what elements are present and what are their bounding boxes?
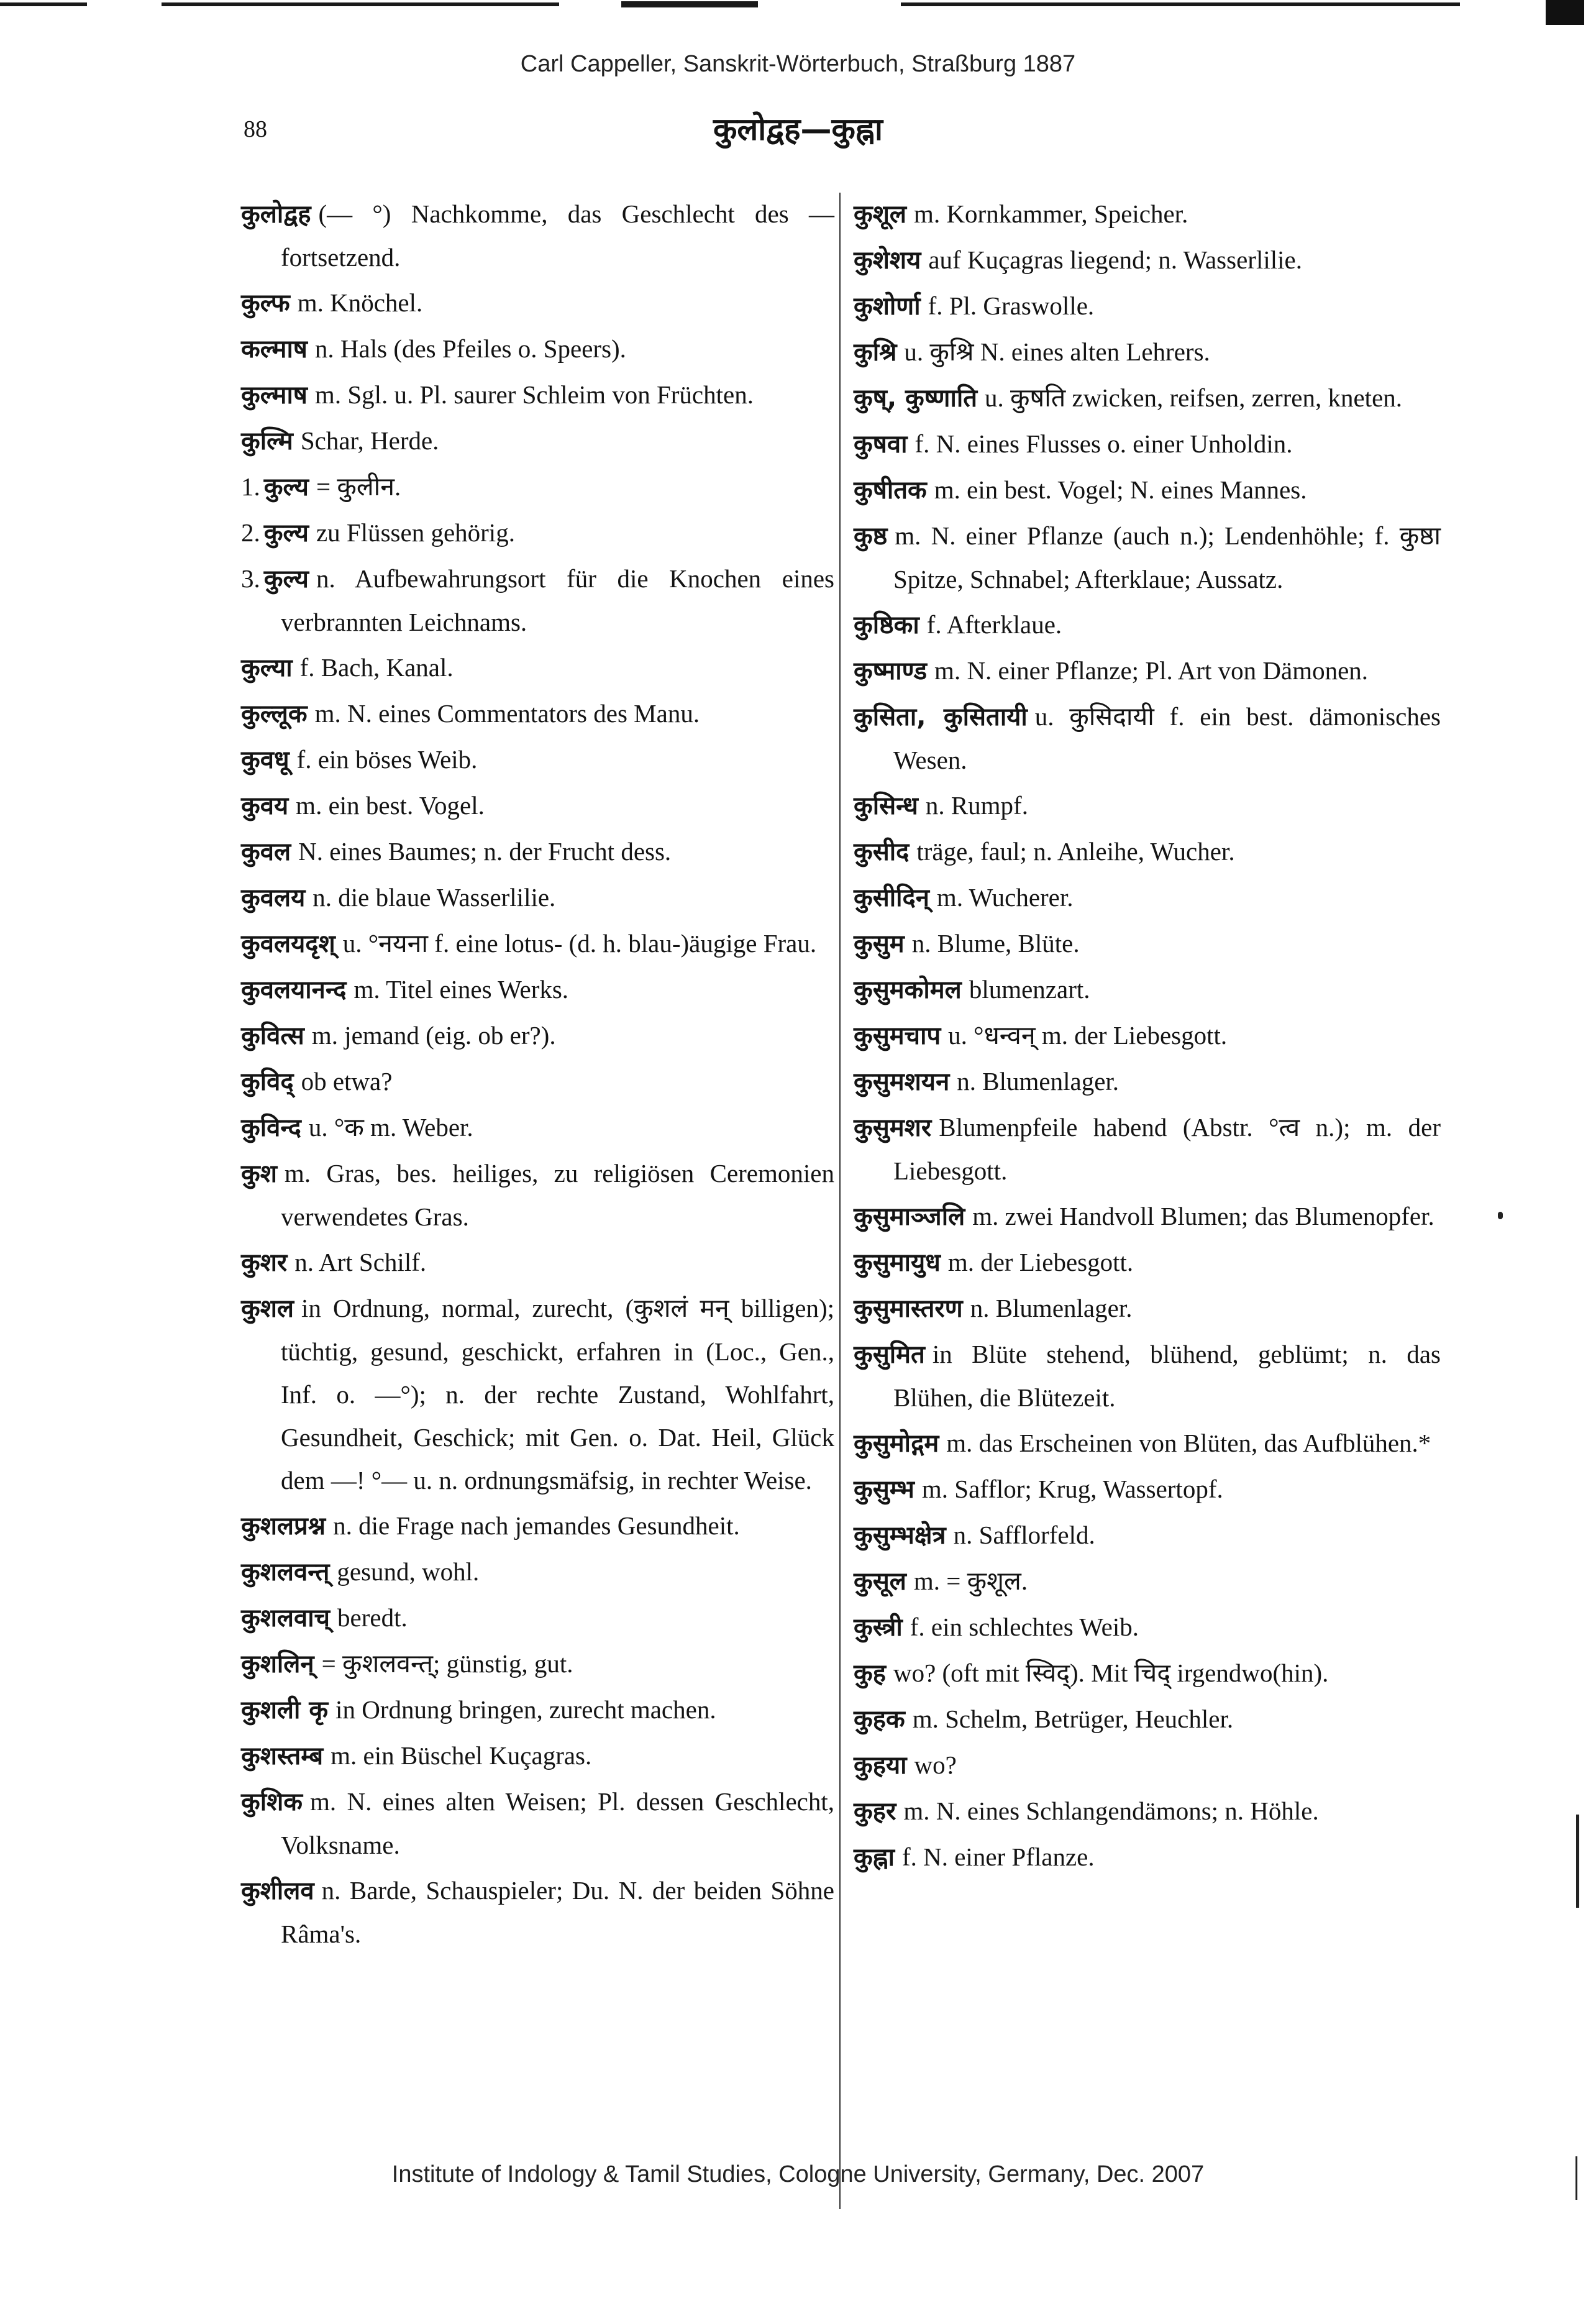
dictionary-entry bbox=[854, 1652, 1441, 1695]
entry-headword: कल्माष bbox=[241, 335, 308, 364]
entry-definition: u. कुश्रि N. eines alten Lehrers. bbox=[904, 337, 1210, 366]
entry-definition: m. ein best. Vogel. bbox=[296, 791, 485, 820]
entry-definition: wo? (oft mit स्विद्). Mit चिद् irgendwo(hin). bbox=[893, 1659, 1329, 1687]
entry-number: 3. bbox=[241, 564, 260, 593]
entry-definition: m. N. eines Schlangendämons; n. Höhle. bbox=[903, 1797, 1319, 1825]
dictionary-entry bbox=[241, 876, 834, 920]
entry-headword: कुसुमाञ्जलि bbox=[854, 1202, 965, 1231]
entry-headword: कुशलवाच् bbox=[241, 1604, 331, 1632]
source-footer: Institute of Indology & Tamil Studies, Cologne University, Germany, Dec. 2007 bbox=[391, 2161, 1205, 2187]
entry-headword: कुसीदिन् bbox=[854, 884, 929, 912]
dictionary-entry bbox=[854, 239, 1441, 282]
entry-definition: n. die Frage nach jemandes Gesundheit. bbox=[333, 1511, 740, 1540]
dictionary-entry bbox=[241, 1596, 834, 1640]
entry-definition: m. Safflor; Krug, Wassertopf. bbox=[921, 1475, 1223, 1503]
dictionary-entry bbox=[854, 1790, 1441, 1833]
entry-headword: कुसिन्ध bbox=[854, 792, 918, 820]
entry-headword: कुसुम bbox=[854, 930, 905, 958]
dictionary-entry bbox=[854, 1287, 1441, 1330]
entry-headword: कुस्त्री bbox=[854, 1613, 903, 1642]
dictionary-entry bbox=[241, 557, 834, 644]
entry-definition: n. Rumpf. bbox=[925, 791, 1028, 820]
entry-definition: ob etwa? bbox=[301, 1067, 393, 1096]
dictionary-entry bbox=[854, 922, 1441, 966]
entry-definition: f. Pl. Graswolle. bbox=[928, 291, 1095, 320]
entry-definition: u. °क m. Weber. bbox=[308, 1113, 473, 1142]
dictionary-entry bbox=[241, 968, 834, 1012]
entry-definition: m. N. einer Pflanze; Pl. Art von Dämonen. bbox=[934, 656, 1369, 685]
dictionary-entry bbox=[854, 1836, 1441, 1879]
entry-definition: m. ein Büschel Kuçagras. bbox=[331, 1741, 592, 1770]
entry-definition: n. Blume, Blüte. bbox=[911, 929, 1080, 958]
entry-headword: कुह bbox=[854, 1659, 886, 1688]
entry-headword: कुवलयदृश् bbox=[241, 930, 335, 958]
entry-definition: n. Aufbewahrungsort für die Knochen eines verbrannten Leichnams. bbox=[281, 564, 834, 636]
entry-definition: m. Gras, bes. heiliges, zu religiösen Ceremonien verwendetes Gras. bbox=[281, 1159, 834, 1231]
dictionary-entry bbox=[241, 1688, 834, 1732]
entry-definition: n. Barde, Schauspieler; Du. N. der beiden Söhne Râma's. bbox=[281, 1876, 834, 1948]
dictionary-entry bbox=[241, 1106, 834, 1150]
entry-definition: m. Knöchel. bbox=[297, 288, 423, 317]
dictionary-entry bbox=[241, 1734, 834, 1778]
entry-headword: कुल्माष bbox=[241, 381, 308, 410]
entry-number: 2. bbox=[241, 518, 260, 547]
dictionary-entry bbox=[854, 1060, 1441, 1104]
dictionary-entry bbox=[854, 1014, 1441, 1058]
entry-definition: m. N. eines Commentators des Manu. bbox=[314, 699, 700, 728]
entry-headword: कुसुमशर bbox=[854, 1114, 932, 1142]
dictionary-entry bbox=[241, 1014, 834, 1058]
entry-definition: f. Afterklaue. bbox=[926, 610, 1062, 639]
dictionary-entry bbox=[854, 377, 1441, 420]
entry-definition: zu Flüssen gehörig. bbox=[316, 518, 515, 547]
entry-headword: कुशिक bbox=[241, 1788, 303, 1816]
entry-headword: कुवलय bbox=[241, 884, 306, 912]
dictionary-entry bbox=[854, 1333, 1441, 1419]
dictionary-entry bbox=[854, 1698, 1441, 1741]
dictionary-entry bbox=[241, 282, 834, 325]
entry-headword: कुशल bbox=[241, 1294, 294, 1323]
dictionary-entry bbox=[854, 603, 1441, 647]
dictionary-entry bbox=[854, 1241, 1441, 1284]
entry-headword: कुसुमित bbox=[854, 1340, 925, 1369]
entry-definition: wo? bbox=[914, 1751, 957, 1779]
dictionary-entry bbox=[854, 331, 1441, 374]
scan-mark bbox=[1576, 1815, 1579, 1908]
page-heading: कुलोद्वह—कुह्ना bbox=[713, 111, 883, 147]
column-divider bbox=[839, 193, 841, 2209]
entry-headword: कुह्ना bbox=[854, 1843, 895, 1872]
dictionary-entry bbox=[854, 285, 1441, 328]
dictionary-entry bbox=[854, 193, 1441, 236]
entry-definition: N. eines Baumes; n. der Frucht dess. bbox=[298, 837, 672, 866]
entry-headword: कुसुमोद्गम bbox=[854, 1429, 939, 1458]
left-column bbox=[241, 193, 834, 1958]
dictionary-entry bbox=[241, 419, 834, 463]
entry-definition: n. Blumenlager. bbox=[957, 1067, 1119, 1096]
entry-definition: f. ein schlechtes Weib. bbox=[910, 1613, 1139, 1641]
entry-definition: m. N. einer Pflanze (auch n.); Lendenhöhle; f. कुष्ठा Spitze, Schnabel; Afterklaue; Aussatz. bbox=[893, 521, 1441, 593]
entry-headword: कुवलयानन्द bbox=[241, 976, 347, 1004]
entry-headword: कुशलवन्त् bbox=[241, 1558, 330, 1586]
dictionary-entry bbox=[241, 1060, 834, 1104]
dictionary-entry bbox=[854, 830, 1441, 874]
entry-headword: कुल्या bbox=[241, 654, 293, 682]
dictionary-entry bbox=[241, 646, 834, 690]
dictionary-entry bbox=[854, 695, 1441, 782]
entry-headword: कुसुमास्तरण bbox=[854, 1294, 963, 1323]
entry-headword: कुहक bbox=[854, 1705, 905, 1734]
dictionary-entry bbox=[241, 1642, 834, 1686]
dictionary-entry bbox=[854, 469, 1441, 512]
entry-definition: = कुलीन. bbox=[316, 472, 401, 501]
entry-headword: कुष्ठिका bbox=[854, 611, 919, 639]
entry-headword: कुष्माण्ड bbox=[854, 657, 928, 685]
dictionary-entry bbox=[241, 784, 834, 828]
entry-headword: कुल्य bbox=[263, 565, 309, 593]
dictionary-entry bbox=[241, 922, 834, 966]
entry-definition: n. Blumenlager. bbox=[970, 1294, 1133, 1322]
entry-definition: beredt. bbox=[337, 1603, 408, 1632]
page-number: 88 bbox=[244, 116, 267, 142]
entry-definition: u. कुसिदायी f. ein best. dämonisches Wesen. bbox=[893, 702, 1441, 774]
entry-definition: f. N. einer Pflanze. bbox=[901, 1843, 1095, 1871]
dictionary-entry bbox=[241, 511, 834, 555]
dictionary-entry bbox=[241, 830, 834, 874]
dictionary-entry bbox=[241, 1504, 834, 1548]
entry-definition: blumenzart. bbox=[969, 975, 1090, 1004]
dictionary-entry bbox=[854, 649, 1441, 693]
dictionary-entry bbox=[854, 1744, 1441, 1787]
dictionary-entry bbox=[854, 1468, 1441, 1511]
entry-headword: कुसुमशयन bbox=[854, 1068, 950, 1096]
entry-headword: कुविन्द bbox=[241, 1114, 301, 1142]
dictionary-entry bbox=[854, 968, 1441, 1012]
entry-definition: n. Hals (des Pfeiles o. Speers). bbox=[314, 334, 626, 363]
right-column bbox=[854, 193, 1441, 1882]
dictionary-entry bbox=[241, 1550, 834, 1594]
entry-definition: = कुशलवन्त्; günstig, gut. bbox=[321, 1649, 573, 1678]
entry-definition: u. कुषति zwicken, reifsen, zerren, kneten. bbox=[985, 383, 1403, 412]
entry-definition: f. ein böses Weib. bbox=[296, 745, 478, 774]
entry-definition: n. die blaue Wasserlilie. bbox=[312, 883, 556, 912]
entry-headword: कुशूल bbox=[854, 200, 907, 229]
dictionary-entry bbox=[241, 327, 834, 371]
entry-definition: (— °) Nachkomme, das Geschlecht des — fortsetzend. bbox=[281, 199, 834, 272]
entry-headword: कुवित्स bbox=[241, 1022, 304, 1050]
entry-headword: कुशलप्रश्न bbox=[241, 1512, 326, 1540]
scan-top-edge bbox=[0, 0, 1596, 14]
entry-headword: कुसिता, कुसितायी bbox=[854, 703, 1028, 731]
dictionary-entry bbox=[241, 1780, 834, 1867]
entry-headword: कुल्फ bbox=[241, 289, 290, 318]
entry-definition: in Ordnung bringen, zurecht machen. bbox=[335, 1695, 716, 1724]
dictionary-entry bbox=[241, 373, 834, 417]
entry-headword: कुसुम्भक्षेत्र bbox=[854, 1521, 946, 1550]
entry-definition: m. jemand (eig. ob er?). bbox=[311, 1021, 556, 1050]
entry-definition: m. Titel eines Werks. bbox=[353, 975, 569, 1004]
entry-headword: कुल्लूक bbox=[241, 700, 308, 728]
entry-definition: f. N. eines Flusses o. einer Unholdin. bbox=[914, 429, 1293, 458]
entry-definition: träge, faul; n. Anleihe, Wucher. bbox=[916, 837, 1235, 866]
entry-headword: कुशर bbox=[241, 1248, 288, 1277]
entry-headword: कुसुमकोमल bbox=[854, 976, 962, 1004]
scan-mark bbox=[1498, 1212, 1503, 1219]
entry-definition: m. zwei Handvoll Blumen; das Blumenopfer. bbox=[972, 1202, 1434, 1230]
entry-headword: कुहर bbox=[854, 1797, 896, 1826]
entry-number: 1. bbox=[241, 472, 260, 501]
entry-definition: n. Art Schilf. bbox=[294, 1248, 427, 1276]
entry-headword: कुविद् bbox=[241, 1068, 294, 1096]
entry-definition: u. °नयना f. eine lotus- (d. h. blau-)äugige Frau. bbox=[342, 929, 817, 958]
dictionary-entry bbox=[241, 1241, 834, 1284]
entry-headword: कुशली कृ bbox=[241, 1696, 329, 1724]
dictionary-entry bbox=[241, 193, 834, 279]
entry-headword: कुषवा bbox=[854, 430, 908, 459]
entry-headword: कुल्य bbox=[263, 473, 309, 501]
dictionary-entry bbox=[854, 784, 1441, 828]
dictionary-entry bbox=[241, 692, 834, 736]
entry-headword: कुषीतक bbox=[854, 476, 927, 505]
entry-headword: कुसुम्भ bbox=[854, 1475, 914, 1504]
entry-definition: in Blüte stehend, blühend, geblümt; n. das Blühen, die Blütezeit. bbox=[893, 1340, 1441, 1412]
entry-headword: कुसूल bbox=[854, 1567, 906, 1596]
entry-definition: Schar, Herde. bbox=[300, 426, 439, 455]
entry-definition: u. °धन्वन् m. der Liebesgott. bbox=[948, 1021, 1228, 1050]
entry-headword: कुवधू bbox=[241, 746, 290, 774]
entry-definition: m. Schelm, Betrüger, Heuchler. bbox=[912, 1705, 1234, 1733]
dictionary-entry bbox=[241, 465, 834, 509]
dictionary-entry bbox=[854, 423, 1441, 466]
entry-headword: कुलोद्वह bbox=[241, 200, 311, 229]
entry-headword: कुष्ठ bbox=[854, 522, 888, 551]
entry-definition: Blumenpfeile habend (Abstr. °त्व n.); m. der Liebesgott. bbox=[893, 1113, 1441, 1185]
entry-headword: कुल्मि bbox=[241, 427, 293, 456]
entry-headword: कुष्, कुष्णाति bbox=[854, 384, 978, 413]
dictionary-entry bbox=[854, 1106, 1441, 1193]
entry-headword: कुश bbox=[241, 1160, 277, 1188]
entry-definition: in Ordnung, normal, zurecht, (कुशलं मन् billigen); tüchtig, gesund, geschickt, erfahren in (Loc., Gen., Inf. o. —°); n. der rechte Zustand, Wohlfahrt, Gesundheit, Geschick; mit Gen. o. Dat. Heil, Glück dem —! °— u. n. ordnungsmäfsig, in rechter Weise. bbox=[281, 1294, 834, 1495]
dictionary-entry bbox=[241, 1287, 834, 1502]
entry-headword: कुसुमायुध bbox=[854, 1248, 941, 1277]
entry-definition: m. der Liebesgott. bbox=[947, 1248, 1134, 1276]
entry-definition: f. Bach, Kanal. bbox=[299, 653, 454, 682]
entry-definition: m. = कुशूल. bbox=[913, 1567, 1028, 1595]
entry-definition: m. Wucherer. bbox=[936, 883, 1074, 912]
dictionary-entry bbox=[854, 1514, 1441, 1557]
dictionary-entry bbox=[854, 1422, 1441, 1465]
entry-definition: auf Kuçagras liegend; n. Wasserlilie. bbox=[928, 245, 1302, 274]
entry-headword: कुसीद bbox=[854, 838, 910, 866]
entry-definition: m. ein best. Vogel; N. eines Mannes. bbox=[934, 475, 1307, 504]
dictionary-entry bbox=[241, 1152, 834, 1238]
entry-headword: कुवल bbox=[241, 838, 291, 866]
entry-headword: कुवय bbox=[241, 792, 289, 820]
entry-headword: कुशोर्णा bbox=[854, 292, 921, 321]
entry-definition: m. Kornkammer, Speicher. bbox=[914, 199, 1188, 228]
entry-definition: m. das Erscheinen von Blüten, das Aufblühen.* bbox=[946, 1429, 1431, 1457]
scan-mark bbox=[1575, 2156, 1577, 2200]
dictionary-entry bbox=[241, 738, 834, 782]
entry-definition: n. Safflorfeld. bbox=[953, 1521, 1095, 1549]
entry-headword: कुश्रि bbox=[854, 338, 897, 367]
entry-headword: कुशलिन् bbox=[241, 1650, 314, 1678]
dictionary-entry bbox=[241, 1869, 834, 1956]
entry-headword: कुहया bbox=[854, 1751, 907, 1780]
entry-headword: कुशेशय bbox=[854, 246, 921, 275]
dictionary-entry bbox=[854, 1606, 1441, 1649]
dictionary-entry bbox=[854, 1560, 1441, 1603]
entry-definition: m. Sgl. u. Pl. saurer Schleim von Früchten. bbox=[314, 380, 754, 409]
entry-headword: कुशीलव bbox=[241, 1877, 314, 1905]
entry-headword: कुशस्तम्ब bbox=[241, 1742, 324, 1770]
dictionary-entry bbox=[854, 1195, 1441, 1238]
dictionary-entry bbox=[854, 515, 1441, 601]
entry-headword: कुसुमचाप bbox=[854, 1022, 941, 1050]
entry-definition: m. N. eines alten Weisen; Pl. dessen Geschlecht, Volksname. bbox=[281, 1787, 834, 1859]
entry-headword: कुल्य bbox=[263, 519, 309, 547]
dictionary-entry bbox=[854, 876, 1441, 920]
source-header: Carl Cappeller, Sanskrit-Wörterbuch, Straßburg 1887 bbox=[520, 51, 1076, 77]
entry-definition: gesund, wohl. bbox=[337, 1557, 480, 1586]
